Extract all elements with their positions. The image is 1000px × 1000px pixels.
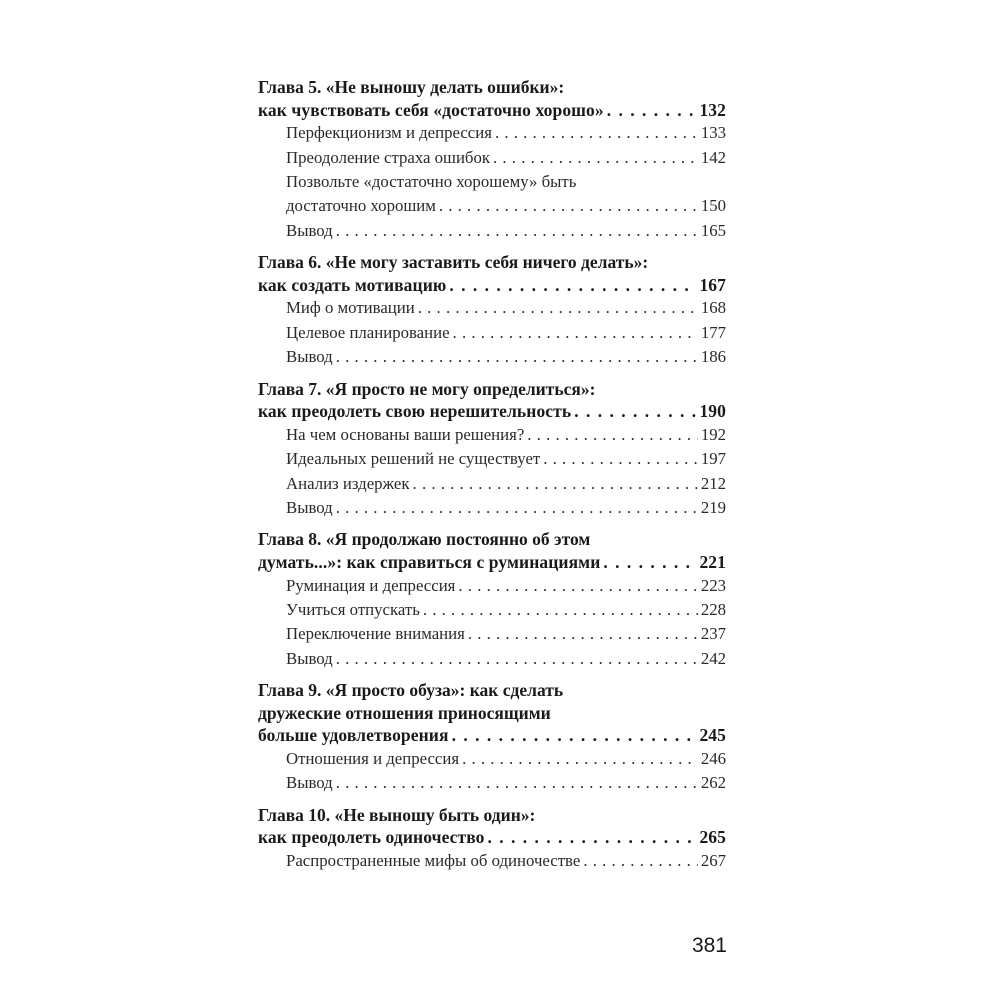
chapter-page-number: 221	[699, 552, 726, 573]
section-page-number: 150	[700, 196, 726, 216]
chapter-title-line	[258, 378, 726, 401]
section-page-number: 223	[700, 575, 726, 595]
section-entry[interactable]	[258, 574, 726, 598]
section-page-number: 133	[700, 123, 726, 143]
chapter-title-line	[258, 251, 726, 274]
section-page-number: 267	[700, 851, 726, 871]
chapter-title-text: как преодолеть свою нерешительность	[258, 401, 572, 422]
dot-leader	[574, 400, 696, 423]
section-title-text: Распространенные мифы об одиночестве	[286, 851, 581, 871]
section-entry[interactable]	[258, 849, 726, 873]
section-page-number: 192	[700, 424, 726, 444]
section-entry[interactable]	[258, 121, 726, 145]
section-page-number: 197	[700, 449, 726, 469]
chapter-title-text: дружеские отношения приносящими	[258, 702, 551, 723]
section-entry[interactable]	[258, 496, 726, 520]
chapter-title-text: больше удовлетворения	[258, 725, 449, 746]
section-title-text: Позвольте «достаточно хорошему» быть	[286, 172, 577, 191]
dot-leader	[336, 647, 698, 671]
chapter-title-text: как создать мотивацию	[258, 274, 447, 295]
section-title-text: Преодоление страха ошибок	[286, 147, 491, 167]
section-page-number: 142	[700, 147, 726, 167]
chapter-title-text: думать...»: как справиться с руминациями	[258, 552, 601, 573]
section-entry[interactable]	[258, 447, 726, 471]
chapter-title-text: как чувствовать себя «достаточно хорошо»	[258, 99, 604, 120]
section-entry[interactable]	[258, 747, 726, 771]
chapter-entry	[258, 679, 726, 796]
section-entry[interactable]	[258, 472, 726, 496]
chapter-entry	[258, 251, 726, 369]
dot-leader	[439, 194, 698, 218]
section-title-text: Перфекционизм и депрессия	[286, 123, 492, 143]
chapter-title-text: Глава 10. «Не выношу быть один»:	[258, 804, 536, 825]
section-title-text: На чем основаны ваши решения?	[286, 424, 525, 444]
chapter-title-line	[258, 679, 726, 702]
page-number: 381	[691, 934, 727, 957]
section-page-number: 237	[700, 624, 726, 644]
section-page-number: 262	[700, 773, 726, 793]
section-title-text: Целевое планирование	[286, 322, 450, 342]
section-entry[interactable]	[258, 194, 726, 218]
section-entry[interactable]	[258, 321, 726, 345]
section-page-number: 228	[700, 600, 726, 620]
chapter-heading-line[interactable]	[258, 724, 726, 747]
chapter-title-text: Глава 9. «Я просто обуза»: как сделать	[258, 680, 564, 701]
chapter-entry	[258, 528, 726, 671]
chapter-heading-line[interactable]	[258, 274, 726, 297]
dot-leader	[462, 747, 698, 771]
chapter-title-text: Глава 7. «Я просто не могу определиться»:	[258, 378, 596, 399]
dot-leader	[527, 423, 698, 447]
section-page-number: 212	[700, 473, 726, 493]
section-title-text: Переключение внимания	[286, 624, 465, 644]
section-entry[interactable]	[258, 345, 726, 369]
section-title-text: Вывод	[286, 220, 333, 240]
section-title-text: Руминация и депрессия	[286, 575, 456, 595]
section-title-text: Вывод	[286, 347, 333, 367]
dot-leader	[418, 296, 698, 320]
dot-leader	[603, 551, 696, 574]
section-entry[interactable]	[258, 219, 726, 243]
dot-leader	[458, 574, 697, 598]
dot-leader	[413, 472, 698, 496]
dot-leader	[453, 321, 698, 345]
chapter-page-number: 245	[699, 725, 726, 746]
chapter-entry	[258, 804, 726, 874]
chapter-title-line	[258, 528, 726, 551]
chapter-page-number: 167	[699, 274, 726, 295]
section-title-text: Учиться отпускать	[286, 600, 420, 620]
section-page-number: 246	[700, 749, 726, 769]
dot-leader	[493, 146, 698, 170]
section-title-text: Идеальных решений не существует	[286, 449, 541, 469]
chapter-title-text: Глава 6. «Не могу заставить себя ничего делать»:	[258, 252, 649, 273]
dot-leader	[336, 496, 698, 520]
section-title-text: Анализ издержек	[286, 473, 410, 493]
section-entry[interactable]	[258, 423, 726, 447]
chapter-title-line	[258, 76, 726, 99]
section-page-number: 186	[700, 347, 726, 367]
chapter-title-line	[258, 804, 726, 827]
dot-leader	[336, 771, 698, 795]
dot-leader	[449, 274, 696, 297]
dot-leader	[452, 724, 697, 747]
section-entry[interactable]	[258, 647, 726, 671]
dot-leader	[607, 99, 697, 122]
section-title-line	[258, 170, 726, 194]
chapter-entry	[258, 378, 726, 521]
section-entry[interactable]	[258, 296, 726, 320]
section-entry[interactable]	[258, 622, 726, 646]
section-title-text: Миф о мотивации	[286, 298, 415, 318]
dot-leader	[488, 826, 697, 849]
chapter-page-number: 132	[699, 99, 726, 120]
section-entry[interactable]	[258, 146, 726, 170]
chapter-title-text: Глава 8. «Я продолжаю постоянно об этом	[258, 529, 591, 550]
section-title-text: Вывод	[286, 773, 333, 793]
chapter-heading-line[interactable]	[258, 826, 726, 849]
section-entry[interactable]	[258, 598, 726, 622]
chapter-entry	[258, 76, 726, 243]
section-page-number: 168	[700, 298, 726, 318]
table-of-contents	[258, 76, 726, 881]
chapter-heading-line[interactable]	[258, 400, 726, 423]
dot-leader	[336, 345, 698, 369]
chapter-title-text: Глава 5. «Не выношу делать ошибки»:	[258, 77, 565, 97]
chapter-heading-line[interactable]	[258, 99, 726, 122]
dot-leader	[423, 598, 698, 622]
section-title-text: Отношения и депрессия	[286, 749, 460, 769]
section-title-text: достаточно хорошим	[286, 196, 436, 216]
chapter-heading-line[interactable]	[258, 551, 726, 574]
chapter-title-text: как преодолеть одиночество	[258, 827, 485, 848]
dot-leader	[468, 622, 698, 646]
dot-leader	[543, 447, 698, 471]
chapter-page-number: 190	[699, 401, 726, 422]
dot-leader	[495, 121, 698, 145]
section-page-number: 242	[700, 648, 726, 668]
section-page-number: 165	[700, 220, 726, 240]
chapter-page-number: 265	[699, 827, 726, 848]
section-title-text: Вывод	[286, 498, 333, 518]
section-entry[interactable]	[258, 771, 726, 795]
section-page-number: 177	[700, 322, 726, 342]
dot-leader	[583, 849, 697, 873]
section-title-text: Вывод	[286, 648, 333, 668]
section-page-number: 219	[700, 498, 726, 518]
chapter-title-line	[258, 702, 726, 725]
dot-leader	[336, 219, 698, 243]
